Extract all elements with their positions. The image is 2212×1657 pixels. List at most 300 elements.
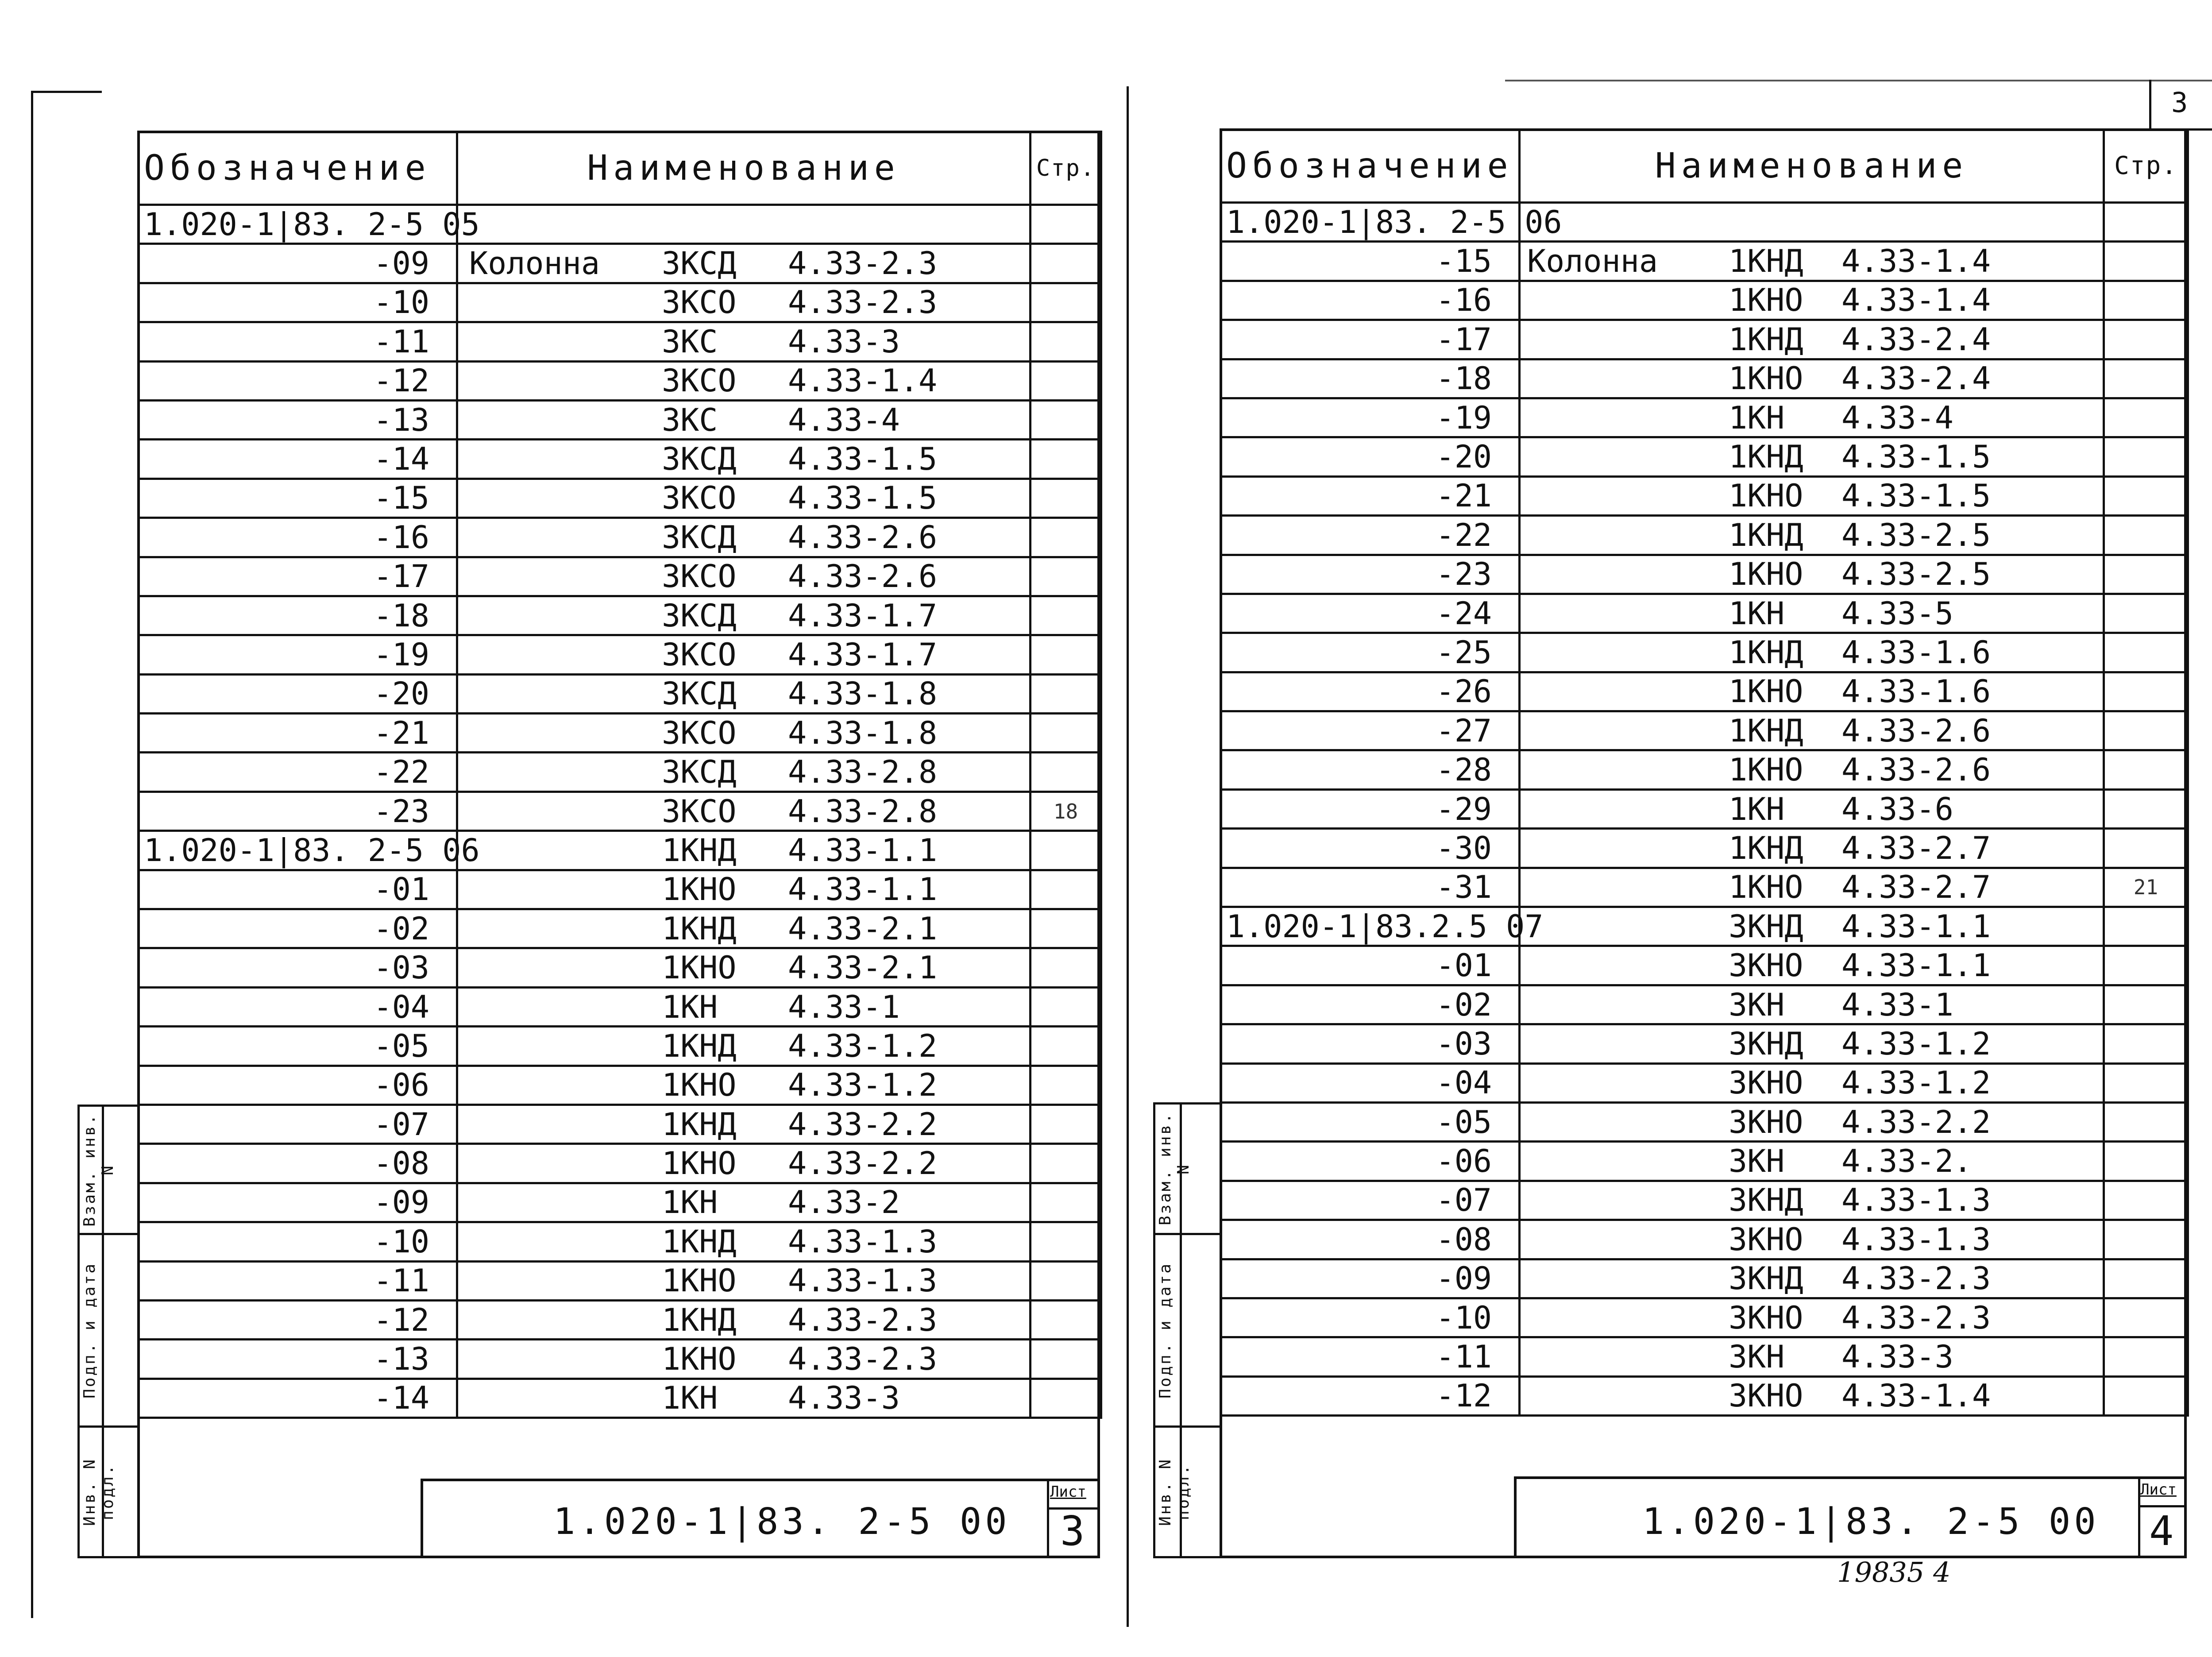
item-size: 4.33-2.3 [788, 245, 938, 282]
designation-cell: -20 [139, 674, 457, 713]
name-cell [1520, 1220, 2104, 1259]
item-size: 4.33-1 [1841, 986, 1953, 1023]
item-size: 4.33-3 [788, 1380, 900, 1417]
left-label-sign-date: Подп. и дата [81, 1262, 99, 1399]
item-size: 4.33-2.8 [788, 754, 938, 791]
table-row [1221, 320, 2188, 359]
table-row [1221, 476, 2188, 515]
designation-cell: -02 [139, 909, 457, 948]
name-cell [1520, 594, 2104, 633]
table-row [139, 948, 1101, 987]
page-cell [1031, 244, 1101, 283]
name-cell [457, 635, 1031, 674]
table-row [139, 792, 1101, 830]
item-mark: 1КНО [1729, 556, 1803, 593]
item-mark: 1КНД [1729, 634, 1803, 671]
table-row [139, 400, 1101, 439]
table-row [139, 205, 1101, 244]
designation-cell: -10 [139, 1222, 457, 1261]
page-cell [2104, 1298, 2188, 1337]
item-mark: 1КНО [662, 1263, 737, 1299]
page-cell [2104, 711, 2188, 750]
designation-cell: -14 [139, 1379, 457, 1418]
page-cell [1031, 831, 1101, 870]
item-size: 4.33-1 [788, 989, 900, 1025]
page-cell [2104, 242, 2188, 281]
item-mark: 3КСО [662, 793, 737, 830]
item-size: 4.33-2.7 [1841, 869, 1991, 906]
page-cell [1031, 1340, 1101, 1379]
right-spec-table [1220, 128, 2189, 1417]
item-mark: 1КН [662, 1380, 718, 1417]
designation-cell: -13 [139, 1340, 457, 1379]
item-mark: 1КНО [662, 1145, 737, 1182]
item-mark: 1КНО [1729, 869, 1803, 906]
page-cell [2104, 594, 2188, 633]
item-mark: 3КСО [662, 284, 737, 321]
page-cell [2104, 1337, 2188, 1376]
designation-cell: -21 [139, 714, 457, 753]
designation-cell: 1.020-1|83. 2-5 06 [139, 831, 457, 870]
name-cell [1520, 1181, 2104, 1220]
table-row [139, 283, 1101, 322]
item-size: 4.33-2.6 [1841, 712, 1991, 749]
name-cell [1520, 1337, 2104, 1376]
item-mark: 3КС [662, 402, 718, 438]
page-cell [1031, 518, 1101, 557]
page-cell [1031, 440, 1101, 479]
designation-cell: -10 [1221, 1298, 1520, 1337]
designation-cell: -14 [139, 440, 457, 479]
table-row [1221, 1376, 2188, 1415]
name-cell [1520, 437, 2104, 476]
item-size: 4.33-1.5 [1841, 478, 1991, 514]
designation-cell: -05 [139, 1027, 457, 1066]
designation-cell: -08 [1221, 1220, 1520, 1259]
left-sheet-number: 3 [1060, 1507, 1085, 1555]
page-cell [1031, 1144, 1101, 1183]
item-mark: 3КН [1729, 1339, 1785, 1375]
table-row [139, 831, 1101, 870]
table-row [139, 753, 1101, 792]
name-header: Наименование [1520, 130, 2104, 203]
item-mark: 3КСО [662, 558, 737, 595]
item-size: 4.33-1.3 [788, 1263, 938, 1299]
name-cell [457, 792, 1031, 830]
item-size: 4.33-2.7 [1841, 830, 1991, 866]
table-row [1221, 242, 2188, 281]
item-size: 4.33-1.5 [1841, 439, 1991, 475]
name-cell [457, 557, 1031, 596]
table-row [1221, 1102, 2188, 1141]
table-row [139, 1300, 1101, 1339]
item-mark: 1КНО [1729, 673, 1803, 710]
name-cell [1520, 789, 2104, 828]
page-cell [1031, 987, 1101, 1026]
name-cell [457, 1066, 1031, 1105]
name-cell [1520, 359, 2104, 398]
designation-cell: -17 [1221, 320, 1520, 359]
table-row [139, 1261, 1101, 1300]
item-size: 4.33-1.3 [1841, 1182, 1991, 1219]
item-mark: 3КСО [662, 363, 737, 399]
table-row [139, 440, 1101, 479]
table-row [1221, 1181, 2188, 1220]
item-size: 4.33-1.7 [788, 597, 938, 634]
designation-cell: -28 [1221, 750, 1520, 789]
page-cell [1031, 753, 1101, 792]
name-cell [457, 1183, 1031, 1222]
page-cell [2104, 516, 2188, 555]
designation-cell: -03 [139, 948, 457, 987]
item-size: 4.33-2.8 [788, 793, 938, 830]
designation-cell: -12 [139, 1300, 457, 1339]
table-row [1221, 203, 2188, 242]
page-cell [2104, 1063, 2188, 1102]
item-mark: 1КНД [662, 1027, 737, 1064]
designation-cell: -18 [139, 596, 457, 635]
item-size: 4.33-2.1 [788, 950, 938, 986]
item-size: 4.33-5 [1841, 595, 1953, 632]
left-sheet-label: Лист [1050, 1483, 1086, 1501]
name-cell [1520, 711, 2104, 750]
item-size: 4.33-2.6 [788, 558, 938, 595]
page-cell [2104, 789, 2188, 828]
designation-cell: 1.020-1|83. 2-5 06 [1221, 203, 1520, 242]
designation-cell: -11 [139, 1261, 457, 1300]
name-cell [457, 1222, 1031, 1261]
item-size: 4.33-6 [1841, 791, 1953, 827]
designation-cell: -13 [139, 400, 457, 439]
item-mark: 3КНД [1729, 1182, 1803, 1219]
page-cell [1031, 205, 1101, 244]
page-header: Стр. [1031, 132, 1101, 205]
name-cell [1520, 476, 2104, 515]
designation-cell: -27 [1221, 711, 1520, 750]
table-row [139, 596, 1101, 635]
name-cell [457, 909, 1031, 948]
designation-cell: -16 [139, 518, 457, 557]
designation-cell: -19 [139, 635, 457, 674]
page-cell [1031, 1027, 1101, 1066]
page-cell [1031, 1105, 1101, 1143]
page-cell [2104, 203, 2188, 242]
table-row [1221, 829, 2188, 868]
item-mark: 1КНД [1729, 830, 1803, 866]
page-cell [1031, 948, 1101, 987]
item-size: 4.33-2.5 [1841, 556, 1991, 593]
designation-cell: 1.020-1|83. 2-5 05 [139, 205, 457, 244]
left-frame-top-line [31, 91, 102, 93]
item-mark: 3КСД [662, 519, 737, 556]
name-cell [457, 1261, 1031, 1300]
page-cell [1031, 714, 1101, 753]
designation-cell: -01 [139, 870, 457, 909]
name-cell [457, 870, 1031, 909]
table-row [1221, 516, 2188, 555]
item-size: 4.33-1.6 [1841, 673, 1991, 710]
item-size: 4.33-1.3 [788, 1223, 938, 1260]
table-row [1221, 1337, 2188, 1376]
table-row [139, 1066, 1101, 1105]
page-cell [2104, 946, 2188, 985]
table-row [1221, 711, 2188, 750]
page-cell [1031, 1222, 1101, 1261]
table-row [1221, 868, 2188, 907]
table-row [139, 518, 1101, 557]
table-row [1221, 750, 2188, 789]
name-cell [457, 440, 1031, 479]
name-cell [457, 205, 1031, 244]
page-cell [1031, 1379, 1101, 1418]
page-cell [2104, 398, 2188, 437]
page-cell [1031, 479, 1101, 518]
right-sheet-number: 4 [2149, 1507, 2174, 1555]
page-cell [2104, 672, 2188, 711]
item-mark: 3КНО [1729, 1065, 1803, 1101]
item-mark: 3КНО [1729, 1221, 1803, 1258]
item-mark: 1КНД [1729, 712, 1803, 749]
name-cell [1520, 555, 2104, 594]
name-cell [457, 987, 1031, 1026]
item-mark: 1КНО [662, 1067, 737, 1104]
item-mark: 1КНО [1729, 478, 1803, 514]
table-row [139, 635, 1101, 674]
designation-cell: -24 [1221, 594, 1520, 633]
name-cell [457, 1144, 1031, 1183]
table-row [1221, 1024, 2188, 1063]
name-cell [1520, 1063, 2104, 1102]
table-row [139, 1222, 1101, 1261]
page-cell: 21 [2104, 868, 2188, 907]
name-cell [457, 831, 1031, 870]
table-row [1221, 1220, 2188, 1259]
page-cell [1031, 283, 1101, 322]
designation-cell: -07 [139, 1105, 457, 1143]
item-mark: 1КНО [662, 871, 737, 908]
item-size: 4.33-1.1 [1841, 908, 1991, 945]
item-size: 4.33-1.1 [788, 832, 938, 869]
table-row [1221, 1259, 2188, 1298]
left-label-replace-inv: Взам. инв. N [81, 1113, 117, 1227]
item-mark: 3КН [1729, 1143, 1785, 1180]
name-cell [1520, 1102, 2104, 1141]
item-size: 4.33-4 [1841, 399, 1953, 436]
table-row [1221, 633, 2188, 672]
page-cell [2104, 985, 2188, 1024]
designation-cell: -12 [1221, 1376, 1520, 1415]
designation-header: Обозначение [1221, 130, 1520, 203]
right-label-sign-date: Подп. и дата [1156, 1262, 1174, 1399]
table-row [139, 1105, 1101, 1143]
right-sheet-label: Лист [2140, 1481, 2177, 1499]
item-mark: 1КНД [1729, 321, 1803, 358]
table-row [139, 361, 1101, 400]
designation-cell: -21 [1221, 476, 1520, 515]
designation-cell: 1.020-1|83.2.5 07 [1221, 907, 1520, 946]
page-cell [2104, 750, 2188, 789]
designation-cell: -22 [1221, 516, 1520, 555]
item-size: 4.33-1.8 [788, 715, 938, 751]
item-size: 4.33-2.3 [788, 1341, 938, 1378]
page-cell [1031, 674, 1101, 713]
name-cell [1520, 829, 2104, 868]
designation-cell: -18 [1221, 359, 1520, 398]
name-cell [457, 1379, 1031, 1418]
name-cell [457, 674, 1031, 713]
table-row [1221, 672, 2188, 711]
designation-header: Обозначение [139, 132, 457, 205]
table-row [1221, 594, 2188, 633]
table-row [1221, 555, 2188, 594]
page-cell [2104, 1142, 2188, 1181]
name-cell [457, 753, 1031, 792]
item-size: 4.33-1.4 [1841, 1378, 1991, 1414]
item-mark: 3КНО [1729, 1104, 1803, 1140]
item-mark: 1КНД [662, 1106, 737, 1143]
item-mark: 3КНО [1729, 1378, 1803, 1414]
item-mark: 1КНД [1729, 243, 1803, 280]
item-size: 4.33-3 [1841, 1339, 1953, 1375]
item-mark: 1КНД [1729, 517, 1803, 553]
page-cell [1031, 1300, 1101, 1339]
designation-cell: -25 [1221, 633, 1520, 672]
designation-cell: -30 [1221, 829, 1520, 868]
designation-cell: -26 [1221, 672, 1520, 711]
page-cell: 18 [1031, 792, 1101, 830]
designation-cell: -09 [1221, 1259, 1520, 1298]
name-cell [1520, 750, 2104, 789]
name-cell [457, 948, 1031, 987]
item-size: 4.33-1.7 [788, 636, 938, 673]
item-type-label: Колонна [1527, 243, 1658, 280]
name-cell [457, 361, 1031, 400]
item-mark: 1КНО [662, 1341, 737, 1378]
item-size: 4.33-2.6 [1841, 752, 1991, 788]
item-size: 4.33-2.4 [1841, 360, 1991, 397]
name-cell [457, 1105, 1031, 1143]
name-cell [457, 322, 1031, 361]
item-size: 4.33-2 [788, 1184, 900, 1221]
page-header: Стр. [2104, 130, 2188, 203]
item-size: 4.33-2.1 [788, 910, 938, 947]
table-row [139, 557, 1101, 596]
item-mark: 1КНО [1729, 360, 1803, 397]
page-cell [1031, 596, 1101, 635]
page-cell [1031, 361, 1101, 400]
designation-cell: -31 [1221, 868, 1520, 907]
designation-cell: -22 [139, 753, 457, 792]
item-mark: 3КСД [662, 754, 737, 791]
designation-cell: -08 [139, 1144, 457, 1183]
designation-cell: -19 [1221, 398, 1520, 437]
name-cell [1520, 1298, 2104, 1337]
page-cell [2104, 437, 2188, 476]
designation-cell: -12 [139, 361, 457, 400]
name-cell [1520, 281, 2104, 320]
page-cell [2104, 1259, 2188, 1298]
item-size: 4.33-2.4 [1841, 321, 1991, 358]
designation-cell: -01 [1221, 946, 1520, 985]
name-cell [1520, 203, 2104, 242]
table-row [1221, 1063, 2188, 1102]
item-mark: 3КСД [662, 597, 737, 634]
page-cell [2104, 1376, 2188, 1415]
item-size: 4.33-1.8 [788, 676, 938, 712]
item-size: 4.33-1.4 [788, 363, 938, 399]
item-size: 4.33-1.4 [1841, 243, 1991, 280]
table-row [139, 1379, 1101, 1418]
page-cell [1031, 870, 1101, 909]
item-size: 4.33-1.5 [788, 441, 938, 478]
table-row [139, 1183, 1101, 1222]
page-cell [1031, 1183, 1101, 1222]
handwritten-note: 19835 4 [1837, 1556, 1951, 1588]
page-cell [1031, 1261, 1101, 1300]
left-spec-table [137, 131, 1102, 1419]
item-mark: 3КСО [662, 715, 737, 751]
page-cell [2104, 907, 2188, 946]
item-size: 4.33-3 [788, 323, 900, 360]
item-mark: 1КНД [1729, 439, 1803, 475]
designation-cell: -11 [1221, 1337, 1520, 1376]
designation-cell: -09 [139, 244, 457, 283]
item-size: 4.33-1.2 [788, 1027, 938, 1064]
table-row [139, 909, 1101, 948]
item-mark: 1КНД [662, 1302, 737, 1338]
name-cell [457, 714, 1031, 753]
table-row [1221, 398, 2188, 437]
right-stamp-code: 1.020-1|83. 2-5 00 [1642, 1501, 2100, 1543]
table-row [1221, 985, 2188, 1024]
page-cell [2104, 1102, 2188, 1141]
item-mark: 1КНО [1729, 752, 1803, 788]
designation-cell: -05 [1221, 1102, 1520, 1141]
name-cell [457, 596, 1031, 635]
name-header: Наименование [457, 132, 1031, 205]
item-size: 4.33-2.2 [788, 1145, 938, 1182]
table-row [1221, 1142, 2188, 1181]
item-size: 4.33-1.2 [788, 1067, 938, 1104]
designation-cell: -03 [1221, 1024, 1520, 1063]
designation-cell: -20 [1221, 437, 1520, 476]
name-cell [1520, 1376, 2104, 1415]
item-size: 4.33-2.2 [788, 1106, 938, 1143]
designation-cell: -11 [139, 322, 457, 361]
item-mark: 1КНО [662, 950, 737, 986]
left-stamp-code: 1.020-1|83. 2-5 00 [553, 1501, 1011, 1543]
table-row [1221, 789, 2188, 828]
item-mark: 1КНД [662, 832, 737, 869]
name-cell [457, 400, 1031, 439]
item-mark: 1КН [1729, 399, 1785, 436]
item-mark: 3КСО [662, 480, 737, 517]
item-size: 4.33-2.2 [1841, 1104, 1991, 1140]
designation-cell: -23 [139, 792, 457, 830]
item-size: 4.33-2.6 [788, 519, 938, 556]
name-cell [1520, 868, 2104, 907]
page-cell [2104, 359, 2188, 398]
right-label-inv-orig: Инв. N подл. [1156, 1457, 1193, 1526]
item-mark: 3КНД [1729, 908, 1803, 945]
item-size: 4.33-1.1 [1841, 947, 1991, 984]
page-cell [1031, 557, 1101, 596]
item-size: 4.33-2.3 [788, 284, 938, 321]
item-size: 4.33-1.1 [788, 871, 938, 908]
table-row [139, 674, 1101, 713]
table-row [139, 322, 1101, 361]
page-cell [1031, 1066, 1101, 1105]
